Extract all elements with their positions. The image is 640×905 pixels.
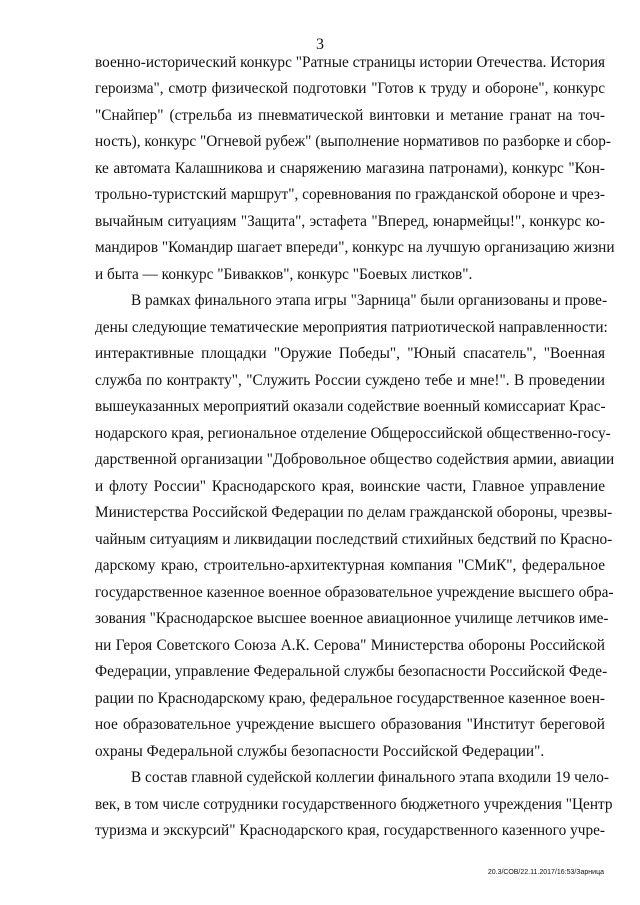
text-line: служба по контракту", "Служить России суждено тебе и мне!". В проведении (95, 372, 605, 389)
text-line: ное образовательное учреждение высшего образования "Институт береговой (95, 716, 605, 733)
text-line: охраны Федеральной службы безопасности Российской Федерации". (95, 743, 545, 760)
text-line: трольно-туристский маршрут", соревнования по гражданской обороне и чрез- (95, 186, 605, 203)
text-line: героизма", смотр физической подготовки "Готов к труду и обороне", конкурс (95, 80, 605, 97)
text-line: интерактивные площадки "Оружие Победы", "Юный спасатель", "Военная (95, 345, 605, 362)
footer-document-code: 20.3/СОВ/22.11.2017/16:53/Зарница (487, 869, 604, 876)
text-line: дарственной организации "Добровольное общество содействия армии, авиации (95, 451, 615, 468)
text-line: вышеуказанных мероприятий оказали содействие военный комиссариат Крас- (95, 398, 606, 415)
text-line: "Снайпер" (стрельба из пневматической винтовки и метание гранат на точ- (95, 107, 605, 124)
text-line: чайным ситуациям и ликвидации последствий стихийных бедствий по Красно- (95, 531, 613, 548)
text-line: военно-исторический конкурс "Ратные страницы истории Отечества. История (95, 54, 606, 71)
paragraph-first-line: В состав главной судейской коллегии финального этапа входили 19 чело- (131, 769, 610, 786)
text-line: и быта — конкурс "Бивакков", конкурс "Боевых листков". (95, 266, 473, 283)
text-line: ке автомата Калашникова и снаряжению магазина патронами), конкурс "Кон- (95, 160, 605, 177)
text-line: дены следующие тематические мероприятия патриотической направленности: (95, 319, 608, 336)
text-line: рации по Краснодарскому краю, федеральное государственное казенное воен- (95, 690, 605, 707)
text-line: ни Героя Советского Союза А.К. Серова" Министерства обороны Российской (95, 637, 605, 654)
text-line: мандиров "Командир шагает впереди", конкурс на лучшую организацию жизни (95, 239, 615, 256)
text-line: государственное казенное военное образовательное учреждение высшего обра- (95, 584, 614, 601)
text-line: ность), конкурс "Огневой рубеж" (выполнение нормативов по разборке и сбор- (95, 133, 612, 150)
text-line: Министерства Российской Федерации по делам гражданской обороны, чрезвы- (95, 504, 613, 521)
text-line: туризма и экскурсий" Краснодарского края, государственного казенного учре- (95, 822, 605, 839)
text-line: и флоту России" Краснодарского края, воинские части, Главное управление (95, 478, 605, 495)
text-line: Федерации, управление Федеральной службы безопасности Российской Феде- (95, 663, 608, 680)
text-line: вычайным ситуациям "Защита", эстафета "Вперед, юнармейцы!", конкурс ко- (95, 213, 605, 230)
paragraph-first-line: В рамках финального этапа игры "Зарница" были организованы и прове- (131, 292, 608, 309)
text-line: век, в том числе сотрудники государственного бюджетного учреждения "Центр (95, 796, 613, 813)
page-number: 3 (316, 36, 324, 53)
text-line: нодарского края, региональное отделение Общероссийской общественно-госу- (95, 425, 611, 442)
text-line: дарскому краю, строительно-архитектурная компания "СМиК", федеральное (95, 557, 605, 574)
text-line: зования "Краснодарское высшее военное авиационное училище летчиков име- (95, 610, 609, 627)
